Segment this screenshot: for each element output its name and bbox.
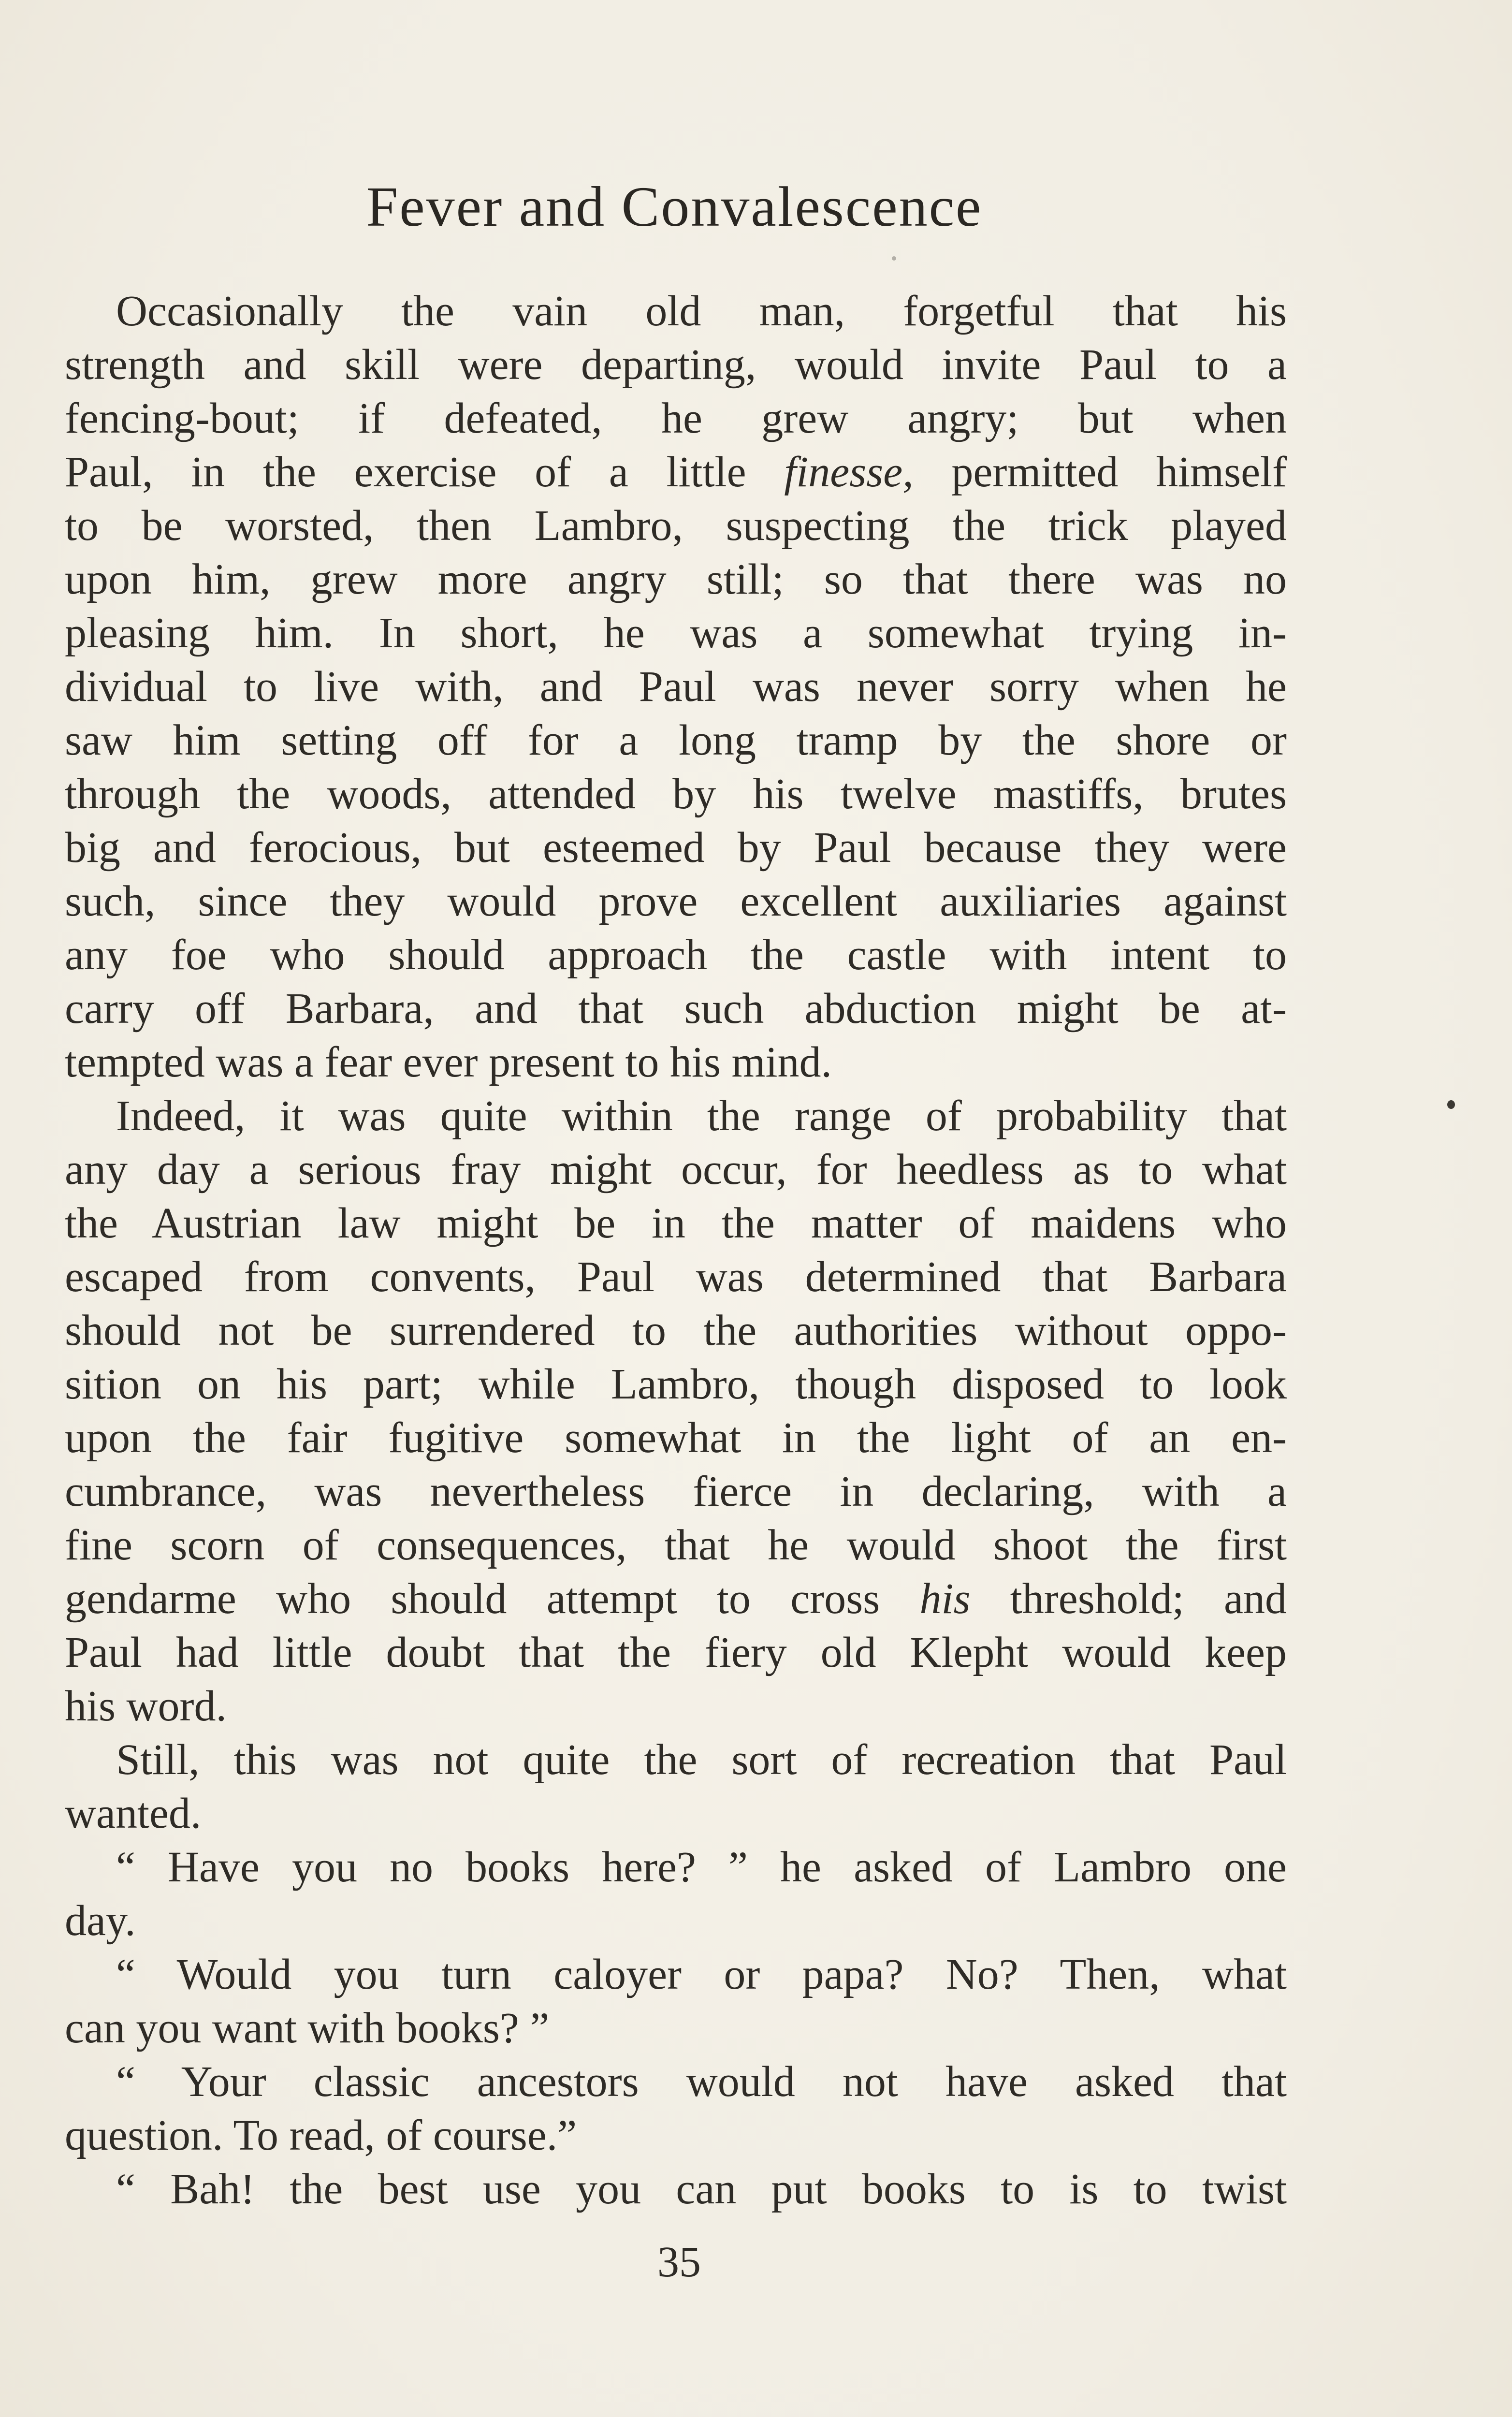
text-line bbox=[65, 767, 1287, 821]
text-line bbox=[65, 1572, 1287, 1626]
text-line bbox=[65, 874, 1287, 928]
text-segment: “ Would you turn caloyer or papa? No? Then, what bbox=[116, 1951, 1287, 1998]
ink-speck bbox=[1447, 1100, 1455, 1109]
text-segment: sition on his part; while Lambro, though disposed to look bbox=[65, 1360, 1287, 1408]
text-segment: cumbrance, was nevertheless fierce in declaring, with a bbox=[65, 1468, 1287, 1515]
text-line bbox=[65, 713, 1287, 767]
text-segment: Occasionally the vain old man, forgetful that his bbox=[116, 287, 1287, 335]
text-segment: “ Bah! the best use you can put books to is to twist bbox=[116, 2165, 1287, 2213]
text-line bbox=[65, 821, 1287, 874]
italic-word: finesse, bbox=[784, 448, 914, 496]
text-line bbox=[65, 338, 1287, 392]
text-line bbox=[65, 1948, 1287, 2001]
text-segment: day. bbox=[65, 1897, 136, 1945]
text-line bbox=[65, 1733, 1287, 1787]
text-line bbox=[65, 1626, 1287, 1679]
text-line bbox=[65, 499, 1287, 553]
text-segment: upon him, grew more angry still; so that there was no bbox=[65, 555, 1287, 603]
text-segment: such, since they would prove excellent auxiliaries against bbox=[65, 877, 1287, 925]
text-segment: dividual to live with, and Paul was never sorry when he bbox=[65, 663, 1287, 711]
text-segment: fine scorn of consequences, that he would shoot the first bbox=[65, 1521, 1287, 1569]
text-line bbox=[65, 2001, 1287, 2055]
text-segment: saw him setting off for a long tramp by the shore or bbox=[65, 716, 1287, 764]
text-line bbox=[65, 1411, 1287, 1465]
text-segment: any foe who should approach the castle with intent to bbox=[65, 931, 1287, 979]
text-segment: wanted. bbox=[65, 1790, 202, 1837]
text-segment: Still, this was not quite the sort of recreation that Paul bbox=[116, 1736, 1287, 1784]
text-segment: Paul had little doubt that the fiery old Klepht would keep bbox=[65, 1629, 1287, 1676]
text-line bbox=[65, 1465, 1287, 1518]
text-line bbox=[65, 1035, 1287, 1089]
text-segment: upon the fair fugitive somewhat in the light of an en- bbox=[65, 1414, 1287, 1462]
text-segment: to be worsted, then Lambro, suspecting the trick played bbox=[65, 502, 1287, 550]
text-segment: through the woods, attended by his twelve mastiffs, brutes bbox=[65, 770, 1287, 818]
text-segment: tempted was a fear ever present to his mind. bbox=[65, 1038, 832, 1086]
text-line bbox=[65, 2055, 1287, 2109]
text-line bbox=[65, 1196, 1287, 1250]
text-line bbox=[65, 1787, 1287, 1840]
text-segment: should not be surrendered to the authorities without oppo- bbox=[65, 1307, 1287, 1354]
text-segment: threshold; and bbox=[970, 1575, 1287, 1623]
running-head: Fever and Convalescence bbox=[366, 175, 983, 238]
text-segment: pleasing him. In short, he was a somewhat trying in- bbox=[65, 609, 1287, 657]
text-segment: permitted himself bbox=[913, 448, 1287, 496]
text-line bbox=[65, 928, 1287, 982]
text-segment: any day a serious fray might occur, for heedless as to what bbox=[65, 1146, 1287, 1194]
text-line bbox=[65, 392, 1287, 445]
text-segment: “ Have you no books here? ” he asked of Lambro one bbox=[116, 1843, 1287, 1891]
text-segment: Indeed, it was quite within the range of probability that bbox=[116, 1092, 1287, 1140]
text-line bbox=[65, 1304, 1287, 1357]
text-segment: can you want with books? ” bbox=[65, 2004, 550, 2052]
text-line bbox=[65, 1840, 1287, 1894]
text-line bbox=[65, 1894, 1287, 1948]
text-segment: question. To read, of course.” bbox=[65, 2111, 577, 2159]
page-number: 35 bbox=[657, 2238, 701, 2286]
text-segment: the Austrian law might be in the matter of maidens who bbox=[65, 1199, 1287, 1247]
italic-word: his bbox=[919, 1575, 971, 1623]
text-line bbox=[65, 445, 1287, 499]
text-segment: strength and skill were departing, would invite Paul to a bbox=[65, 341, 1287, 389]
text-segment: fencing-bout; if defeated, he grew angry; but when bbox=[65, 394, 1287, 442]
text-line bbox=[65, 2109, 1287, 2162]
text-line bbox=[65, 1518, 1287, 1572]
text-line bbox=[65, 982, 1287, 1035]
text-line bbox=[65, 2162, 1287, 2216]
text-segment: Paul, in the exercise of a little bbox=[65, 448, 785, 496]
ink-speck bbox=[892, 256, 896, 261]
text-line bbox=[65, 1250, 1287, 1304]
text-line bbox=[65, 1143, 1287, 1196]
text-line bbox=[65, 606, 1287, 660]
text-segment: big and ferocious, but esteemed by Paul because they were bbox=[65, 824, 1287, 872]
text-line bbox=[65, 1679, 1287, 1733]
text-line bbox=[65, 1089, 1287, 1143]
text-line bbox=[65, 553, 1287, 606]
text-line bbox=[65, 284, 1287, 338]
text-segment: carry off Barbara, and that such abduction might be at- bbox=[65, 985, 1287, 1033]
body-text bbox=[65, 284, 1287, 2216]
text-line bbox=[65, 660, 1287, 713]
text-segment: escaped from convents, Paul was determined that Barbara bbox=[65, 1253, 1287, 1301]
text-line bbox=[65, 1357, 1287, 1411]
text-segment: “ Your classic ancestors would not have asked that bbox=[116, 2058, 1287, 2106]
text-segment: gendarme who should attempt to cross bbox=[65, 1575, 920, 1623]
text-segment: his word. bbox=[65, 1682, 227, 1730]
